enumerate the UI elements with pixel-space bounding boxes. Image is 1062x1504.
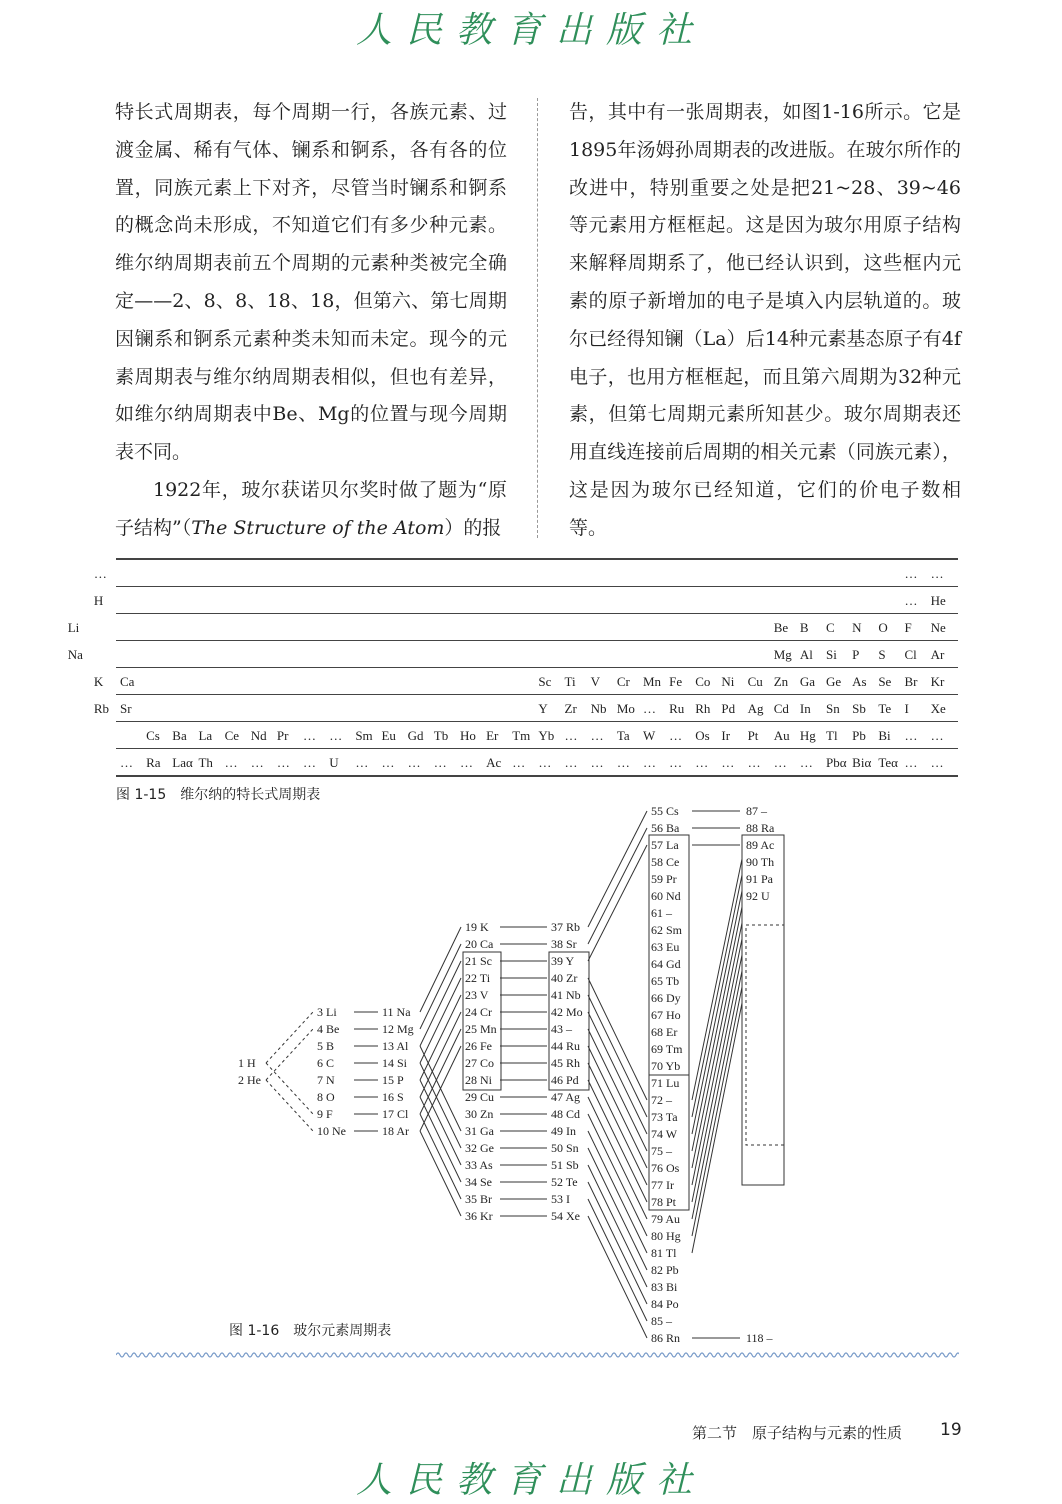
element-cell: …: [564, 755, 578, 770]
connector-line: [420, 944, 461, 1029]
element-cell: …: [93, 566, 107, 581]
element-cell: Br: [904, 674, 918, 689]
element-label: 53 I: [551, 1192, 570, 1206]
element-label: 10 Ne: [317, 1124, 346, 1138]
element-label: 41 Nb: [551, 988, 581, 1002]
element-frame: [742, 835, 784, 1185]
connector-line: [692, 987, 742, 1236]
connector-line: [420, 1097, 461, 1182]
element-cell: Xe: [930, 701, 946, 716]
element-cell: Bi: [878, 728, 891, 743]
element-cell: Cd: [773, 701, 789, 716]
connector-line: [588, 811, 647, 927]
element-cell: …: [930, 755, 944, 770]
element-cell: …: [250, 755, 264, 770]
element-cell: C: [826, 620, 835, 635]
element-cell: Pbα: [826, 755, 847, 770]
page-number: 19: [940, 1420, 962, 1440]
element-label: 46 Pd: [551, 1073, 579, 1087]
element-label: 70 Yb: [651, 1059, 681, 1073]
element-cell: He: [930, 593, 946, 608]
element-label: 69 Tm: [651, 1042, 683, 1056]
element-label: 25 Mn: [465, 1022, 497, 1036]
connector-line: [692, 971, 742, 1219]
element-cell: Mn: [642, 674, 662, 689]
element-label: 72 –: [651, 1093, 672, 1107]
element-cell: Ag: [747, 701, 764, 716]
element-cell: Biα: [852, 755, 872, 770]
element-label: 3 Li: [317, 1005, 337, 1019]
connector-line: [420, 1114, 461, 1199]
element-label: 19 K: [465, 920, 489, 934]
element-cell: …: [904, 593, 918, 608]
element-cell: …: [303, 755, 317, 770]
element-label: 87 –: [746, 804, 767, 818]
element-label: 54 Xe: [551, 1209, 580, 1223]
element-cell: Ne: [930, 620, 946, 635]
element-cell: W: [642, 728, 656, 743]
element-cell: Pr: [276, 728, 289, 743]
element-cell: La: [198, 728, 213, 743]
element-label: 81 Tl: [651, 1246, 677, 1260]
element-label: 76 Os: [651, 1161, 680, 1175]
element-label: 43 –: [551, 1022, 572, 1036]
element-cell: Ge: [826, 674, 842, 689]
element-label: 85 –: [651, 1314, 672, 1328]
element-cell: …: [538, 755, 552, 770]
element-cell: …: [407, 755, 421, 770]
element-cell: …: [616, 755, 630, 770]
element-label: 68 Er: [651, 1025, 678, 1039]
element-cell: Sr: [120, 701, 132, 716]
connector-line: [420, 1131, 461, 1216]
element-label: 78 Pt: [651, 1195, 677, 1209]
element-cell: Ba: [172, 728, 187, 743]
element-cell: …: [433, 755, 447, 770]
connector-line: [420, 1012, 461, 1097]
connector-line: [420, 961, 461, 1046]
element-cell: S: [878, 647, 886, 662]
element-label: 57 La: [651, 838, 679, 852]
element-label: 32 Ge: [465, 1141, 494, 1155]
element-label: 77 Ir: [651, 1178, 674, 1192]
element-label: 20 Ca: [465, 937, 494, 951]
element-label: 1 H: [238, 1056, 256, 1070]
connector-line: [420, 927, 461, 1012]
element-cell: Ar: [930, 647, 945, 662]
element-label: 23 V: [465, 988, 489, 1002]
element-cell: Laα: [172, 755, 193, 770]
element-cell: O: [878, 620, 888, 635]
element-cell: …: [276, 755, 290, 770]
element-label: 34 Se: [465, 1175, 492, 1189]
element-label: 80 Hg: [651, 1229, 681, 1243]
element-label: 67 Ho: [651, 1008, 681, 1022]
element-label: 31 Ga: [465, 1124, 494, 1138]
element-cell: Cl: [904, 647, 917, 662]
element-cell: Ir: [721, 728, 731, 743]
element-label: 91 Pa: [746, 872, 773, 886]
connector-line: [692, 923, 742, 1168]
element-cell: Al: [799, 647, 813, 662]
element-label: 21 Sc: [465, 954, 492, 968]
element-cell: …: [904, 728, 918, 743]
element-cell: Ho: [459, 728, 476, 743]
element-label: 2 He: [238, 1073, 261, 1087]
element-cell: …: [564, 728, 578, 743]
element-label: 27 Co: [465, 1056, 495, 1070]
element-cell: Zn: [773, 674, 789, 689]
element-cell: F: [904, 620, 912, 635]
connector-line: [420, 1029, 461, 1114]
element-cell: …: [799, 755, 813, 770]
element-label: 42 Mo: [551, 1005, 583, 1019]
element-label: 60 Nd: [651, 889, 681, 903]
element-label: 15 P: [382, 1073, 404, 1087]
element-cell: Cu: [747, 674, 763, 689]
element-cell: Te: [878, 701, 892, 716]
element-label: 61 –: [651, 906, 672, 920]
element-cell: Tm: [512, 728, 531, 743]
connector-line: [266, 1080, 313, 1131]
element-label: 56 Ba: [651, 821, 680, 835]
connector-line: [420, 1080, 461, 1165]
element-label: 30 Zn: [465, 1107, 494, 1121]
element-label: 48 Cd: [551, 1107, 581, 1121]
element-cell: …: [590, 728, 604, 743]
element-cell: Mg: [773, 647, 792, 662]
element-cell: Rb: [93, 701, 110, 716]
element-cell: …: [303, 728, 317, 743]
element-cell: …: [930, 566, 944, 581]
element-label: 18 Ar: [382, 1124, 409, 1138]
element-cell: Pt: [747, 728, 759, 743]
element-cell: Th: [198, 755, 213, 770]
publisher-logo-bottom: 人民教育出版社: [355, 1460, 706, 1501]
element-label: 39 Y: [551, 954, 575, 968]
element-cell: …: [695, 755, 709, 770]
element-cell: Mo: [616, 701, 635, 716]
left-paragraph-2: 1922年，玻尔获诺贝尔奖时做了题为“原子结构”（The Structure of the Atom）的报: [115, 478, 507, 539]
element-label: 13 Al: [382, 1039, 409, 1053]
element-label: 4 Be: [317, 1022, 340, 1036]
element-label: 8 O: [317, 1090, 335, 1104]
connector-line: [692, 1003, 742, 1253]
element-cell: Nb: [590, 701, 607, 716]
element-label: 44 Ru: [551, 1039, 581, 1053]
element-cell: …: [329, 728, 343, 743]
element-cell: Nd: [250, 728, 267, 743]
figure-1-16-caption: 图 1-16 玻尔元素周期表: [229, 1323, 392, 1339]
element-cell: …: [590, 755, 604, 770]
element-label: 16 S: [382, 1090, 404, 1104]
atom-title: The Structure of the Atom: [191, 516, 445, 539]
element-label: 84 Po: [651, 1297, 679, 1311]
element-cell: H: [93, 593, 104, 608]
element-cell: Gd: [407, 728, 424, 743]
element-label: 63 Eu: [651, 940, 680, 954]
element-cell: Sn: [826, 701, 840, 716]
element-cell: K: [93, 674, 104, 689]
element-frame: [746, 925, 784, 1145]
element-cell: Li: [67, 620, 80, 635]
element-cell: Sm: [355, 728, 373, 743]
element-cell: …: [355, 755, 369, 770]
element-cell: Ac: [486, 755, 502, 770]
element-label: 29 Cu: [465, 1090, 495, 1104]
element-cell: Pd: [721, 701, 736, 716]
footer-section-title: 第二节 原子结构与元素的性质: [692, 1424, 903, 1442]
element-label: 38 Sr: [551, 937, 577, 951]
element-label: 22 Ti: [465, 971, 491, 985]
element-label: 64 Gd: [651, 957, 681, 971]
element-cell: Ni: [721, 674, 735, 689]
figure-1-15-caption: 图 1-15 维尔纳的特长式周期表: [116, 787, 321, 803]
connector-line: [588, 845, 647, 961]
element-cell: Sc: [538, 674, 552, 689]
element-cell: B: [799, 620, 809, 635]
element-label: 49 In: [551, 1124, 576, 1138]
element-cell: Zr: [564, 701, 577, 716]
element-cell: Y: [538, 701, 548, 716]
element-cell: …: [669, 728, 683, 743]
element-frame: [649, 835, 689, 1075]
element-label: 7 N: [317, 1073, 335, 1087]
element-cell: Teα: [878, 755, 898, 770]
element-cell: …: [642, 755, 656, 770]
element-label: 24 Cr: [465, 1005, 492, 1019]
connector-line: [588, 828, 647, 944]
element-label: 50 Sn: [551, 1141, 579, 1155]
element-cell: Sb: [852, 701, 866, 716]
element-cell: …: [904, 755, 918, 770]
element-cell: Ca: [120, 674, 135, 689]
element-label: 37 Rb: [551, 920, 581, 934]
element-cell: Ta: [616, 728, 630, 743]
element-cell: …: [381, 755, 395, 770]
element-cell: …: [512, 755, 526, 770]
element-cell: …: [721, 755, 735, 770]
element-cell: Er: [486, 728, 499, 743]
element-label: 47 Ag: [551, 1090, 581, 1104]
element-label: 75 –: [651, 1144, 672, 1158]
element-label: 74 W: [651, 1127, 678, 1141]
element-cell: Pb: [852, 728, 866, 743]
element-cell: Cr: [616, 674, 630, 689]
element-label: 45 Rh: [551, 1056, 581, 1070]
element-label: 88 Ra: [746, 821, 775, 835]
element-label: 6 C: [317, 1056, 335, 1070]
connector-line: [420, 978, 461, 1063]
element-label: 52 Te: [551, 1175, 578, 1189]
element-cell: Co: [695, 674, 711, 689]
element-cell: As: [852, 674, 867, 689]
element-cell: …: [224, 755, 238, 770]
element-label: 17 Cl: [382, 1107, 409, 1121]
connector-line: [420, 995, 461, 1080]
element-label: 55 Cs: [651, 804, 679, 818]
element-label: 89 Ac: [746, 838, 775, 852]
element-cell: Eu: [381, 728, 396, 743]
element-label: 11 Na: [382, 1005, 411, 1019]
element-cell: Ga: [799, 674, 816, 689]
element-label: 33 As: [465, 1158, 493, 1172]
element-label: 83 Bi: [651, 1280, 678, 1294]
element-label: 86 Rn: [651, 1331, 681, 1345]
element-cell: …: [669, 755, 683, 770]
element-cell: U: [329, 755, 339, 770]
connector-line: [266, 1063, 313, 1114]
element-label: 9 F: [317, 1107, 333, 1121]
element-cell: …: [904, 566, 918, 581]
element-cell: Au: [773, 728, 790, 743]
element-cell: I: [904, 701, 909, 716]
element-cell: …: [773, 755, 787, 770]
connector-line: [266, 1012, 313, 1063]
element-cell: Na: [67, 647, 83, 662]
element-label: 92 U: [746, 889, 770, 903]
element-cell: Tl: [826, 728, 838, 743]
element-label: 28 Ni: [465, 1073, 492, 1087]
element-cell: N: [852, 620, 862, 635]
element-cell: Se: [878, 674, 892, 689]
element-cell: Kr: [930, 674, 945, 689]
element-label: 118 –: [746, 1331, 773, 1345]
element-label: 79 Au: [651, 1212, 681, 1226]
element-cell: …: [747, 755, 761, 770]
element-label: 58 Ce: [651, 855, 680, 869]
left-paragraph-1: 特长式周期表，每个周期一行，各族元素、过渡金属、稀有气体、镧系和锕系，各有各的位置，同族元素上下对齐，尽管当时镧系和锕系的概念尚未形成，不知道它们有多少种元素。维尔纳周期表前五个周期的元素种类被完全确定——2、8、8、18、18，但第六、第七周期因镧系和锕系元素种类未知而未定。现今的元素周期表与维尔纳周期表相似，但也有差异，如维尔纳周期表中Be、Mg的位置与现今周期表不同。: [115, 101, 507, 464]
element-cell: Ti: [564, 674, 576, 689]
element-label: 71 Lu: [651, 1076, 680, 1090]
element-cell: Cs: [146, 728, 160, 743]
element-cell: …: [642, 701, 656, 716]
element-cell: In: [799, 701, 811, 716]
element-cell: V: [590, 674, 601, 689]
element-label: 36 Kr: [465, 1209, 493, 1223]
element-cell: …: [459, 755, 473, 770]
element-cell: Ru: [669, 701, 685, 716]
connector-line: [692, 907, 742, 1151]
element-label: 51 Sb: [551, 1158, 579, 1172]
element-label: 62 Sm: [651, 923, 683, 937]
element-label: 35 Br: [465, 1192, 492, 1206]
element-cell: Be: [773, 620, 789, 635]
element-cell: Hg: [799, 728, 816, 743]
element-label: 66 Dy: [651, 991, 681, 1005]
right-paragraph: 告，其中有一张周期表，如图1-16所示。它是1895年汤姆孙周期表的改进版。在玻尔所作的改进中，特别重要之处是把21~28、39~46等元素用方框框起。这是因为玻尔用原子结构来解释周期系了，他已经认识到，这些框内元素的原子新增加的电子是填入内层轨道的。玻尔已经得知镧（La）后14种元素基态原子有4f电子，也用方框框起，而且第六周期为32种元素，但第七周期元素所知甚少。玻尔周期表还用直线连接前后周期的相关元素（同族元素），这是因为玻尔已经知道，它们的价电子数相等。: [569, 101, 961, 539]
element-cell: Fe: [669, 674, 683, 689]
wave-divider: [116, 1350, 959, 1360]
element-cell: Yb: [538, 728, 555, 743]
connector-line: [420, 1063, 461, 1148]
element-label: 65 Tb: [651, 974, 680, 988]
connector-line: [692, 891, 742, 1134]
element-label: 26 Fe: [465, 1039, 492, 1053]
element-cell: …: [930, 728, 944, 743]
element-cell: P: [852, 647, 860, 662]
element-label: 5 B: [317, 1039, 335, 1053]
element-cell: Ce: [224, 728, 240, 743]
element-cell: Rh: [695, 701, 711, 716]
element-label: 12 Mg: [382, 1022, 414, 1036]
element-cell: …: [120, 755, 133, 770]
element-cell: Si: [826, 647, 837, 662]
publisher-logo-top: 人民教育出版社: [355, 10, 706, 51]
element-label: 59 Pr: [651, 872, 677, 886]
element-label: 82 Pb: [651, 1263, 679, 1277]
element-label: 73 Ta: [651, 1110, 678, 1124]
element-cell: Tb: [433, 728, 449, 743]
element-label: 90 Th: [746, 855, 775, 869]
element-cell: Ra: [146, 755, 161, 770]
connector-line: [266, 1029, 313, 1080]
element-label: 40 Zr: [551, 971, 578, 985]
element-label: 14 Si: [382, 1056, 408, 1070]
element-cell: Os: [695, 728, 710, 743]
